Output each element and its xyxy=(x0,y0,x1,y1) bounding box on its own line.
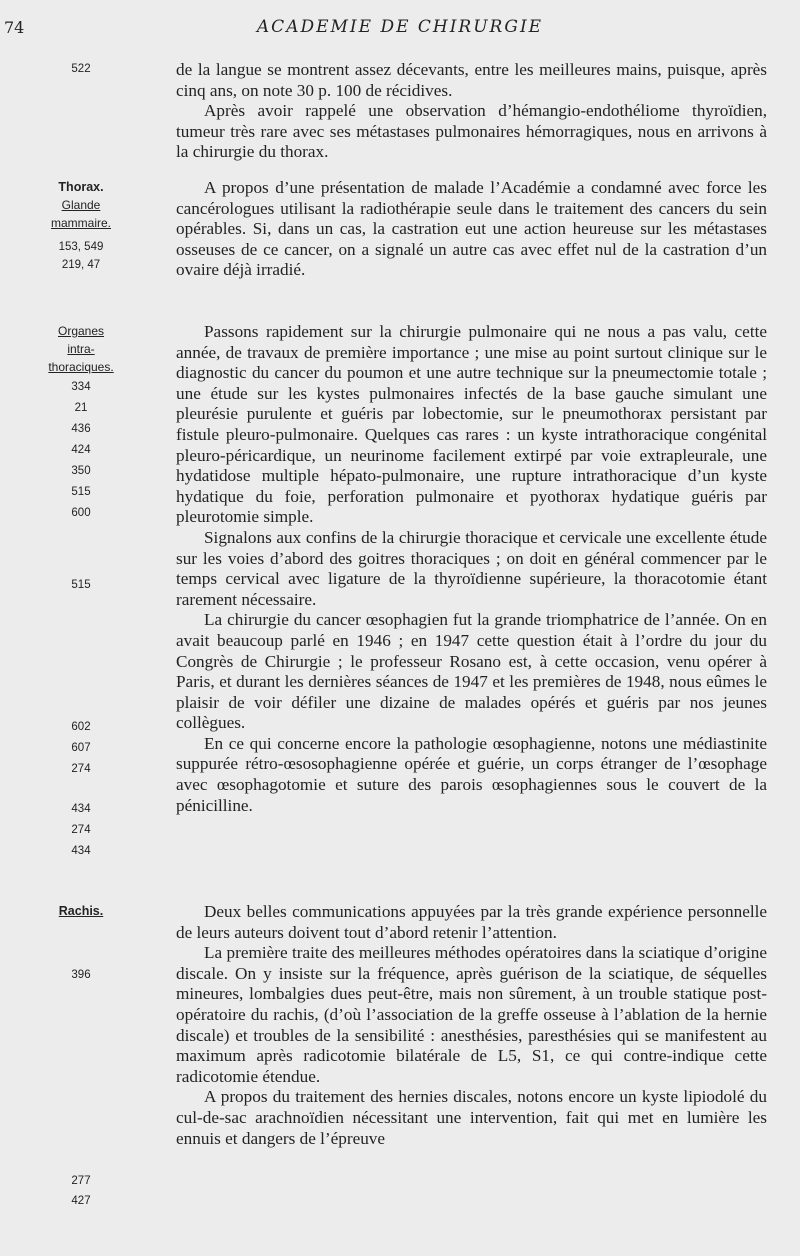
margin-ref: 427 xyxy=(71,1195,91,1207)
page-number: 74 xyxy=(4,18,25,37)
paragraph: Après avoir rappelé une observation d’hémangio-endothéliome thyroïdien, tumeur très rare avec ses métastases pulmonaires hémorragiques, nous en arrivons à la chirurgie du thorax. xyxy=(176,101,767,162)
body-block-3 xyxy=(176,322,767,816)
paragraph: La première traite des meilleures méthodes opératoires dans la sciatique d’origine discale. On y insiste sur la fréquence, après guérison de la sciatique, de séquelles mineures, lombalgies dues peut-être, mais non sûrement, à un trouble statique post-opératoire du rachis, (d’où l’association de la greffe osseuse à l’ablation de la hernie discale) et troubles de la sensibilité : anesthésies, paresthésies qui se manifestent au maximum après radicotomie bilatérale de L5, S1, ce qui contre-indique cette radicotomie étendue. xyxy=(176,943,767,1086)
margin-ref: 434 xyxy=(71,845,91,857)
paragraph: Deux belles communications appuyées par la très grande expérience personnelle de leurs auteurs doivent tout d’abord retenir l’attention. xyxy=(176,902,767,942)
margin-ref: 219, 47 xyxy=(61,259,101,271)
margin-ref: 602 xyxy=(71,721,91,733)
paragraph: A propos d’une présentation de malade l’Académie a condamné avec force les cancérologues utilisant la radiothérapie seule dans le traitement des cancers du sein opérables. Si, dans un cas, la castration eut une action heureuse sur les métastases osseuses de ce cancer, on a signalé un autre cas avec effet nul de la castration d’un ovaire déjà irradié. xyxy=(176,178,767,280)
margin-ref: 396 xyxy=(71,969,91,981)
margin-section-organes xyxy=(0,322,162,522)
margin-ref: 607 xyxy=(71,742,91,754)
running-header-title: ACADEMIE DE CHIRURGIE xyxy=(256,17,544,37)
margin-ref: 153, 549 xyxy=(58,241,104,253)
paragraph: En ce qui concerne encore la pathologie œsophagienne, notons une médiastinite suppurée rétro-œsosophagienne opérée et guérie, un corps étranger de l’œsophage avec œsophagotomie et suture des parois œsophagiennes sous le couvert de la pénicilline. xyxy=(176,733,767,815)
paragraph: de la langue se montrent assez décevants, entre les meilleures mains, puisque, après cinq ans, on note 30 p. 100 de récidives. xyxy=(176,60,767,100)
margin-subheading: thoraciques. xyxy=(48,360,114,374)
margin-ref: 434 xyxy=(71,803,91,815)
paragraph: La chirurgie du cancer œsophagien fut la grande triomphatrice de l’année. On en avait beaucoup parlé en 1946 ; en 1947 cette question était à l’ordre du jour du Congrès de Chirurgie ; le professeur Rosano est, à cette occasion, venu opérer à Paris, et durant les dernières séances de 1947 et les premières de 1948, nous eûmes le plaisir de voir défiler une dizaine de malades opérés et guéris par nos jeunes collègues. xyxy=(176,610,767,733)
paragraph: Passons rapidement sur la chirurgie pulmonaire qui ne nous a pas valu, cette année, de travaux de première importance ; une mise au point surtout clinique sur le diagnostic du cancer du poumon et une autre technique sur la pneumectomie totale ; une étude sur les kystes pulmonaires infectés de la base gauche simulant une pleurésie purulente et guéris par lobectomie, sur le pneumothorax persistant par fistule pleuro-pulmonaire. Quelques cas rares : un kyste intrathoracique congénital pleuro-péricardique, un neurinome facilement extirpé par voie extrapleurale, une hydatidose multiple hépato-pulmonaire, une rupture intrathoracique d’un kyste hydatique du foie, perforation pulmonaire et pyothorax hydatique guéris par pleurotomie simple. xyxy=(176,322,767,527)
body-block-4 xyxy=(176,902,767,1149)
margin-subheading: Glande xyxy=(61,198,101,212)
margin-ref: 21 xyxy=(74,402,88,414)
margin-ref: 274 xyxy=(71,824,91,836)
margin-subheading: mammaire. xyxy=(50,216,111,230)
body-block-2 xyxy=(176,178,767,281)
margin-ref: 522 xyxy=(71,63,91,75)
margin-subheading: intra- xyxy=(67,342,95,356)
margin-refs-oesophage-2 xyxy=(0,800,162,860)
margin-section-rachis xyxy=(0,902,162,920)
margin-ref: 436 xyxy=(71,423,91,435)
paragraph: Signalons aux confins de la chirurgie thoracique et cervicale une excellente étude sur les voies d’abord des goitres thoraciques ; on doit en général commencer par le temps cervical avec ligature de la thyroïdienne supérieure, la thoracotomie étant rarement nécessaire. xyxy=(176,527,767,609)
margin-heading: Thorax. xyxy=(58,180,104,194)
margin-ref: 424 xyxy=(71,444,91,456)
margin-heading: Rachis. xyxy=(58,904,104,918)
margin-ref: 515 xyxy=(71,579,91,591)
body-block-1 xyxy=(176,60,767,163)
margin-subheading: Organes xyxy=(57,324,105,338)
margin-ref: 600 xyxy=(71,507,91,519)
margin-ref: 350 xyxy=(71,465,91,477)
paragraph: A propos du traitement des hernies discales, notons encore un kyste lipiodolé du cul-de-sac arachnoïdien nécessitant une intervention, fait qui met en lumière les ennuis et dangers de l’épreuve xyxy=(176,1087,767,1148)
margin-section-thorax xyxy=(0,178,162,274)
margin-ref: 334 xyxy=(71,381,91,393)
margin-ref: 277 xyxy=(71,1175,91,1187)
margin-ref: 515 xyxy=(71,486,91,498)
margin-ref: 274 xyxy=(71,763,91,775)
margin-refs-oesophage xyxy=(0,718,162,778)
margin-refs-hernies xyxy=(0,1172,162,1210)
